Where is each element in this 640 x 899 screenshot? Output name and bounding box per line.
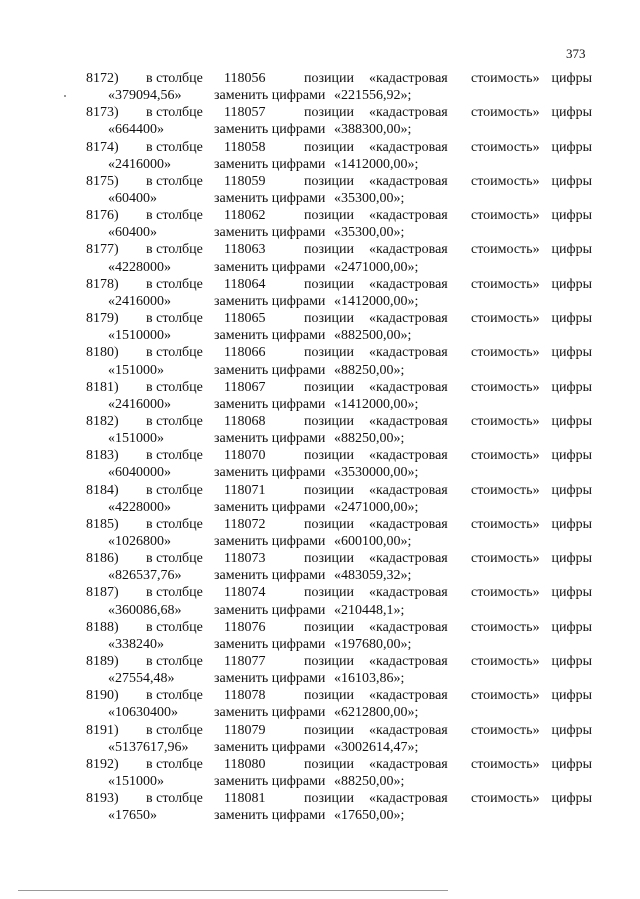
new-value: «35300,00»; — [334, 225, 405, 241]
cadastral-word: «кадастровая — [369, 208, 448, 224]
cadastral-word: «кадастровая — [369, 722, 448, 738]
entry-first-line — [86, 276, 592, 293]
cost-word: стоимость» — [471, 173, 540, 189]
cost-word: стоимость» — [471, 722, 540, 738]
amendment-list — [86, 70, 592, 825]
digits-word: цифры — [551, 242, 592, 258]
amendment-entry — [86, 516, 592, 550]
entry-first-line — [86, 447, 592, 464]
position-word: позиции — [304, 345, 354, 361]
cadastral-word: «кадастровая — [369, 379, 448, 395]
amendment-entry — [86, 790, 592, 824]
cadastral-word: «кадастровая — [369, 173, 448, 189]
entry-number: 8174) — [86, 139, 119, 155]
entry-second-line — [86, 362, 592, 379]
entry-number: 8181) — [86, 379, 119, 395]
column-code: 118056 — [224, 71, 266, 86]
new-value: «600100,00»; — [334, 534, 412, 549]
column-code: 118079 — [224, 722, 266, 738]
digits-word: цифры — [551, 208, 592, 224]
digits-word: цифры — [551, 276, 592, 292]
replace-phrase: заменить цифрами — [214, 88, 326, 104]
replace-phrase: заменить цифрами — [214, 774, 326, 790]
column-code: 118059 — [224, 173, 266, 189]
position-word: позиции — [304, 654, 354, 670]
entry-number: 8178) — [86, 276, 119, 292]
entry-second-line — [86, 602, 592, 619]
digits-word: цифры — [551, 448, 592, 464]
amendment-entry — [86, 584, 592, 618]
replace-phrase: заменить цифрами — [214, 602, 326, 618]
position-word: позиции — [304, 276, 354, 292]
entry-second-line — [86, 87, 592, 104]
column-word: в столбце — [146, 276, 203, 292]
entry-first-line — [86, 139, 592, 156]
column-word: в столбце — [146, 105, 203, 121]
bottom-rule — [18, 890, 448, 891]
new-value: «17650,00»; — [334, 808, 405, 824]
cost-word: стоимость» — [471, 448, 540, 464]
old-value: «379094,56» — [108, 88, 182, 104]
new-value: «88250,00»; — [334, 774, 405, 790]
entry-first-line — [86, 653, 592, 670]
column-word: в столбце — [146, 619, 203, 635]
cadastral-word: «кадастровая — [369, 654, 448, 670]
digits-word: цифры — [551, 71, 592, 86]
position-word: позиции — [304, 585, 354, 601]
position-word: позиции — [304, 413, 354, 429]
entry-first-line — [86, 241, 592, 258]
digits-word: цифры — [551, 551, 592, 567]
position-word: позиции — [304, 173, 354, 189]
new-value: «221556,92»; — [334, 88, 412, 104]
new-value: «3002614,47»; — [334, 739, 419, 755]
entry-first-line — [86, 104, 592, 121]
old-value: «2416000» — [108, 396, 171, 412]
new-value: «88250,00»; — [334, 362, 405, 378]
old-value: «4228000» — [108, 259, 171, 275]
column-word: в столбце — [146, 654, 203, 670]
replace-phrase: заменить цифрами — [214, 465, 326, 481]
amendment-entry — [86, 379, 592, 413]
new-value: «1412000,00»; — [334, 156, 419, 172]
amendment-entry — [86, 687, 592, 721]
cadastral-word: «кадастровая — [369, 756, 448, 772]
entry-second-line — [86, 807, 592, 824]
entry-first-line — [86, 756, 592, 773]
amendment-entry — [86, 310, 592, 344]
digits-word: цифры — [551, 688, 592, 704]
position-word: позиции — [304, 311, 354, 327]
entry-second-line — [86, 293, 592, 310]
amendment-entry — [86, 619, 592, 653]
cost-word: стоимость» — [471, 619, 540, 635]
old-value: «17650» — [108, 808, 157, 824]
column-code: 118063 — [224, 242, 266, 258]
old-value: «1510000» — [108, 328, 171, 344]
position-word: позиции — [304, 619, 354, 635]
amendment-entry — [86, 722, 592, 756]
column-code: 118072 — [224, 516, 266, 532]
entry-number: 8193) — [86, 791, 119, 807]
digits-word: цифры — [551, 413, 592, 429]
entry-second-line — [86, 396, 592, 413]
position-word: позиции — [304, 688, 354, 704]
entry-second-line — [86, 156, 592, 173]
column-code: 118080 — [224, 756, 266, 772]
cost-word: стоимость» — [471, 208, 540, 224]
new-value: «197680,00»; — [334, 636, 412, 652]
column-code: 118066 — [224, 345, 266, 361]
new-value: «6212800,00»; — [334, 705, 419, 721]
position-word: позиции — [304, 516, 354, 532]
old-value: «5137617,96» — [108, 739, 189, 755]
column-word: в столбце — [146, 756, 203, 772]
cadastral-word: «кадастровая — [369, 413, 448, 429]
column-code: 118078 — [224, 688, 266, 704]
entry-first-line — [86, 482, 592, 499]
digits-word: цифры — [551, 379, 592, 395]
entry-number: 8185) — [86, 516, 119, 532]
amendment-entry — [86, 550, 592, 584]
digits-word: цифры — [551, 139, 592, 155]
column-code: 118077 — [224, 654, 266, 670]
column-word: в столбце — [146, 173, 203, 189]
entry-second-line — [86, 259, 592, 276]
entry-number: 8183) — [86, 448, 119, 464]
cost-word: стоимость» — [471, 791, 540, 807]
entry-number: 8180) — [86, 345, 119, 361]
old-value: «6040000» — [108, 465, 171, 481]
cadastral-word: «кадастровая — [369, 516, 448, 532]
new-value: «3530000,00»; — [334, 465, 419, 481]
replace-phrase: заменить цифрами — [214, 705, 326, 721]
entry-first-line — [86, 722, 592, 739]
replace-phrase: заменить цифрами — [214, 225, 326, 241]
amendment-entry — [86, 241, 592, 275]
amendment-entry — [86, 447, 592, 481]
replace-phrase: заменить цифрами — [214, 396, 326, 412]
old-value: «151000» — [108, 431, 164, 447]
old-value: «1026800» — [108, 534, 171, 549]
cadastral-word: «кадастровая — [369, 105, 448, 121]
column-word: в столбце — [146, 379, 203, 395]
new-value: «16103,86»; — [334, 671, 405, 687]
old-value: «2416000» — [108, 156, 171, 172]
entry-number: 8179) — [86, 311, 119, 327]
entry-number: 8176) — [86, 208, 119, 224]
replace-phrase: заменить цифрами — [214, 671, 326, 687]
cadastral-word: «кадастровая — [369, 551, 448, 567]
cadastral-word: «кадастровая — [369, 71, 448, 86]
entry-second-line — [86, 190, 592, 207]
cost-word: стоимость» — [471, 688, 540, 704]
column-word: в столбце — [146, 516, 203, 532]
cost-word: стоимость» — [471, 585, 540, 601]
cadastral-word: «кадастровая — [369, 619, 448, 635]
entry-number: 8186) — [86, 551, 119, 567]
column-word: в столбце — [146, 722, 203, 738]
entry-second-line — [86, 327, 592, 344]
cost-word: стоимость» — [471, 276, 540, 292]
replace-phrase: заменить цифрами — [214, 328, 326, 344]
entry-first-line — [86, 413, 592, 430]
old-value: «27554,48» — [108, 671, 175, 687]
column-code: 118065 — [224, 311, 266, 327]
new-value: «2471000,00»; — [334, 259, 419, 275]
entry-first-line — [86, 687, 592, 704]
amendment-entry — [86, 344, 592, 378]
position-word: позиции — [304, 448, 354, 464]
cost-word: стоимость» — [471, 654, 540, 670]
entry-first-line — [86, 173, 592, 190]
entry-second-line — [86, 430, 592, 447]
new-value: «1412000,00»; — [334, 293, 419, 309]
position-word: позиции — [304, 71, 354, 86]
amendment-entry — [86, 653, 592, 687]
entry-second-line — [86, 224, 592, 241]
entry-first-line — [86, 70, 592, 87]
entry-number: 8190) — [86, 688, 119, 704]
digits-word: цифры — [551, 516, 592, 532]
column-word: в столбце — [146, 139, 203, 155]
new-value: «882500,00»; — [334, 328, 412, 344]
cadastral-word: «кадастровая — [369, 242, 448, 258]
old-value: «151000» — [108, 774, 164, 790]
column-word: в столбце — [146, 242, 203, 258]
cost-word: стоимость» — [471, 551, 540, 567]
old-value: «2416000» — [108, 293, 171, 309]
amendment-entry — [86, 756, 592, 790]
entry-first-line — [86, 584, 592, 601]
column-word: в столбце — [146, 791, 203, 807]
digits-word: цифры — [551, 654, 592, 670]
digits-word: цифры — [551, 791, 592, 807]
column-code: 118074 — [224, 585, 266, 601]
replace-phrase: заменить цифрами — [214, 122, 326, 138]
entry-first-line — [86, 310, 592, 327]
replace-phrase: заменить цифрами — [214, 739, 326, 755]
amendment-entry — [86, 104, 592, 138]
cost-word: стоимость» — [471, 756, 540, 772]
cadastral-word: «кадастровая — [369, 448, 448, 464]
entry-first-line — [86, 619, 592, 636]
cost-word: стоимость» — [471, 379, 540, 395]
old-value: «664400» — [108, 122, 164, 138]
entry-number: 8184) — [86, 482, 119, 498]
cost-word: стоимость» — [471, 105, 540, 121]
replace-phrase: заменить цифрами — [214, 568, 326, 584]
replace-phrase: заменить цифрами — [214, 808, 326, 824]
column-code: 118081 — [224, 791, 266, 807]
column-word: в столбце — [146, 345, 203, 361]
digits-word: цифры — [551, 311, 592, 327]
new-value: «388300,00»; — [334, 122, 412, 138]
position-word: позиции — [304, 379, 354, 395]
entry-number: 8192) — [86, 756, 119, 772]
old-value: «826537,76» — [108, 568, 182, 584]
cadastral-word: «кадастровая — [369, 311, 448, 327]
entry-second-line — [86, 670, 592, 687]
cost-word: стоимость» — [471, 311, 540, 327]
entry-first-line — [86, 207, 592, 224]
entry-second-line — [86, 464, 592, 481]
column-word: в столбце — [146, 448, 203, 464]
entry-second-line — [86, 567, 592, 584]
digits-word: цифры — [551, 105, 592, 121]
position-word: позиции — [304, 482, 354, 498]
position-word: позиции — [304, 139, 354, 155]
column-code: 118062 — [224, 208, 266, 224]
position-word: позиции — [304, 791, 354, 807]
digits-word: цифры — [551, 585, 592, 601]
old-value: «151000» — [108, 362, 164, 378]
old-value: «360086,68» — [108, 602, 182, 618]
digits-word: цифры — [551, 722, 592, 738]
column-word: в столбце — [146, 688, 203, 704]
cost-word: стоимость» — [471, 139, 540, 155]
replace-phrase: заменить цифрами — [214, 534, 326, 549]
amendment-entry — [86, 139, 592, 173]
digits-word: цифры — [551, 756, 592, 772]
column-code: 118068 — [224, 413, 266, 429]
replace-phrase: заменить цифрами — [214, 293, 326, 309]
old-value: «338240» — [108, 636, 164, 652]
column-word: в столбце — [146, 311, 203, 327]
entry-second-line — [86, 533, 592, 550]
entry-second-line — [86, 636, 592, 653]
entry-number: 8189) — [86, 654, 119, 670]
amendment-entry — [86, 482, 592, 516]
replace-phrase: заменить цифрами — [214, 259, 326, 275]
column-code: 118057 — [224, 105, 266, 121]
entry-second-line — [86, 499, 592, 516]
column-code: 118073 — [224, 551, 266, 567]
column-code: 118064 — [224, 276, 266, 292]
entry-number: 8191) — [86, 722, 119, 738]
amendment-entry — [86, 173, 592, 207]
amendment-entry — [86, 276, 592, 310]
position-word: позиции — [304, 722, 354, 738]
cadastral-word: «кадастровая — [369, 688, 448, 704]
cadastral-word: «кадастровая — [369, 345, 448, 361]
amendment-entry — [86, 70, 592, 104]
position-word: позиции — [304, 551, 354, 567]
position-word: позиции — [304, 756, 354, 772]
cadastral-word: «кадастровая — [369, 482, 448, 498]
cost-word: стоимость» — [471, 516, 540, 532]
amendment-entry — [86, 207, 592, 241]
entry-second-line — [86, 773, 592, 790]
replace-phrase: заменить цифрами — [214, 156, 326, 172]
entry-first-line — [86, 344, 592, 361]
column-word: в столбце — [146, 71, 203, 86]
replace-phrase: заменить цифрами — [214, 362, 326, 378]
cadastral-word: «кадастровая — [369, 791, 448, 807]
scan-speck — [64, 95, 66, 97]
cost-word: стоимость» — [471, 71, 540, 86]
replace-phrase: заменить цифрами — [214, 636, 326, 652]
column-code: 118070 — [224, 448, 266, 464]
page-number: 373 — [566, 46, 586, 61]
entry-number: 8187) — [86, 585, 119, 601]
column-code: 118076 — [224, 619, 266, 635]
cadastral-word: «кадастровая — [369, 276, 448, 292]
digits-word: цифры — [551, 173, 592, 189]
column-word: в столбце — [146, 482, 203, 498]
entry-number: 8175) — [86, 173, 119, 189]
column-code: 118058 — [224, 139, 266, 155]
replace-phrase: заменить цифрами — [214, 191, 326, 207]
cost-word: стоимость» — [471, 345, 540, 361]
entry-first-line — [86, 379, 592, 396]
new-value: «1412000,00»; — [334, 396, 419, 412]
entry-second-line — [86, 121, 592, 138]
column-code: 118071 — [224, 482, 266, 498]
column-word: в столбце — [146, 208, 203, 224]
digits-word: цифры — [551, 619, 592, 635]
cost-word: стоимость» — [471, 413, 540, 429]
replace-phrase: заменить цифрами — [214, 499, 326, 515]
column-word: в столбце — [146, 413, 203, 429]
entry-number: 8177) — [86, 242, 119, 258]
new-value: «35300,00»; — [334, 191, 405, 207]
entry-number: 8182) — [86, 413, 119, 429]
column-word: в столбце — [146, 585, 203, 601]
entry-second-line — [86, 704, 592, 721]
column-code: 118067 — [224, 379, 266, 395]
entry-first-line — [86, 516, 592, 533]
column-word: в столбце — [146, 551, 203, 567]
old-value: «60400» — [108, 225, 157, 241]
entry-number: 8172) — [86, 71, 119, 86]
entry-number: 8188) — [86, 619, 119, 635]
digits-word: цифры — [551, 482, 592, 498]
cadastral-word: «кадастровая — [369, 585, 448, 601]
old-value: «10630400» — [108, 705, 178, 721]
position-word: позиции — [304, 208, 354, 224]
new-value: «483059,32»; — [334, 568, 412, 584]
new-value: «210448,1»; — [334, 602, 405, 618]
cost-word: стоимость» — [471, 242, 540, 258]
new-value: «2471000,00»; — [334, 499, 419, 515]
new-value: «88250,00»; — [334, 431, 405, 447]
entry-second-line — [86, 739, 592, 756]
old-value: «4228000» — [108, 499, 171, 515]
entry-number: 8173) — [86, 105, 119, 121]
entry-first-line — [86, 550, 592, 567]
replace-phrase: заменить цифрами — [214, 431, 326, 447]
position-word: позиции — [304, 105, 354, 121]
amendment-entry — [86, 413, 592, 447]
position-word: позиции — [304, 242, 354, 258]
cost-word: стоимость» — [471, 482, 540, 498]
entry-first-line — [86, 790, 592, 807]
digits-word: цифры — [551, 345, 592, 361]
old-value: «60400» — [108, 191, 157, 207]
cadastral-word: «кадастровая — [369, 139, 448, 155]
